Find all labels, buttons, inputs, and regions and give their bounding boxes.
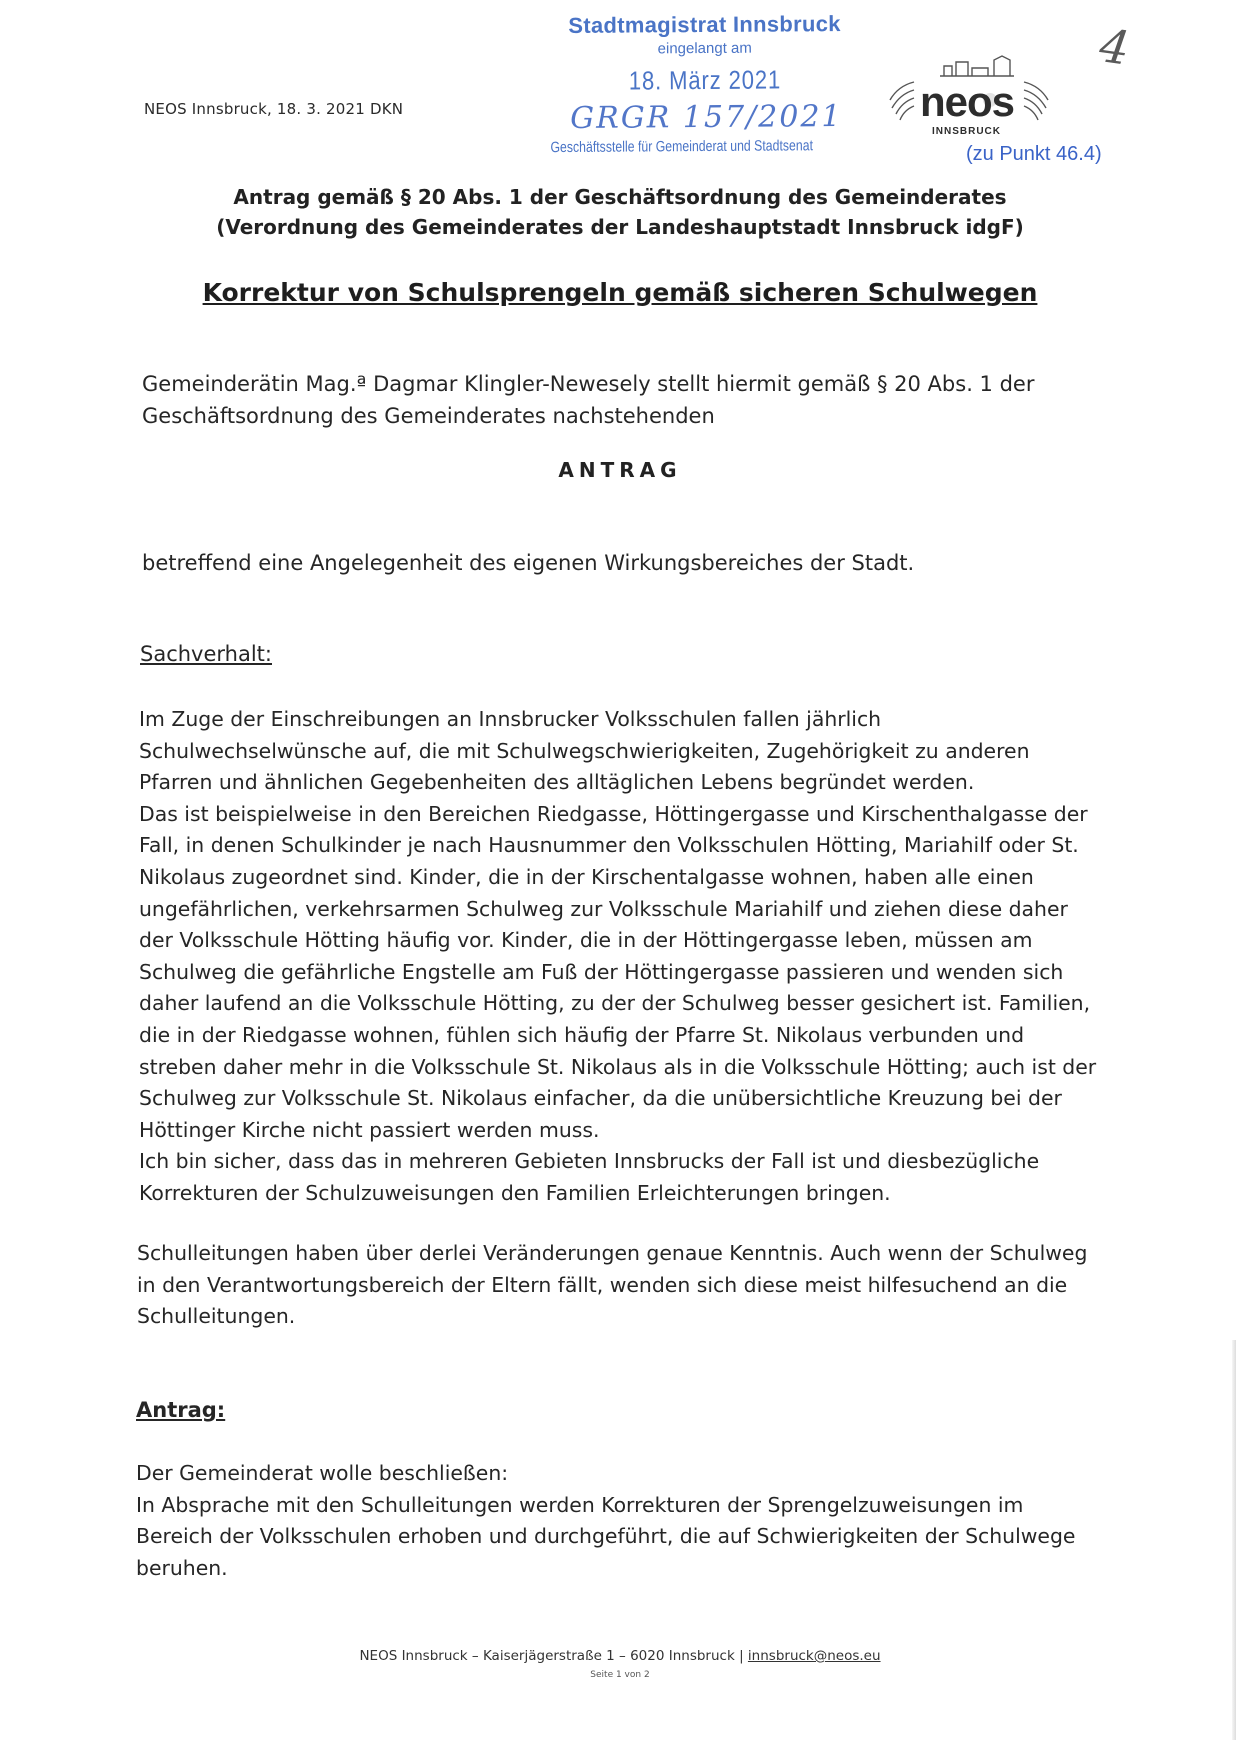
antrag-heading: ANTRAG	[558, 458, 682, 482]
neos-logo	[884, 52, 1054, 142]
motion-section-label: Antrag:	[136, 1398, 226, 1422]
legal-basis-heading-line1: Antrag gemäß § 20 Abs. 1 der Geschäftsordnung des Gemeinderates	[233, 185, 1007, 209]
facts-paragraph-1: Im Zuge der Einschreibungen an Innsbrucker Volksschulen fallen jährlich Schulwechselwünsche auf, die mit Schulwegschwierigkeiten, Zugehörigkeit zu anderen Pfarren und ähnlichen Gegebenheiten des alltäglichen Lebens begründet werden.	[139, 707, 1030, 795]
concern-paragraph	[142, 548, 1092, 580]
intro-paragraph	[142, 368, 1092, 432]
motion-intro: Der Gemeinderat wolle beschließen:	[136, 1461, 509, 1485]
stamp-office: Stadtmagistrat Innsbruck	[568, 11, 841, 38]
intro-text: Gemeinderätin Mag.ª Dagmar Klingler-Newesely stellt hiermit gemäß § 20 Abs. 1 der Geschäftsordnung des Gemeinderates nachstehenden	[142, 372, 1035, 428]
footer-address-text: NEOS Innsbruck – Kaiserjägerstraße 1 – 6020 Innsbruck |	[359, 1648, 748, 1664]
footer-page-number: Seite 1 von 2	[590, 1670, 650, 1680]
logo-wordmark: neos	[920, 78, 1015, 125]
agenda-reference: (zu Punkt 46.4)	[966, 143, 1102, 165]
sender-line: NEOS Innsbruck, 18. 3. 2021 DKN	[144, 100, 404, 118]
stamp-date: 18. März 2021	[628, 64, 782, 96]
stamp-handwritten-reference: GRGR 157/2021	[570, 99, 843, 136]
stamp-received-label: eingelangt am	[657, 39, 752, 58]
motion-paragraphs	[136, 1458, 1096, 1584]
facts-section-label: Sachverhalt:	[140, 642, 272, 666]
school-heads-paragraph	[137, 1238, 1097, 1333]
stamp-department: Geschäftsstelle für Gemeinderat und Stadtsenat	[550, 137, 814, 157]
facts-paragraph-2: Das ist beispielweise in den Bereichen Riedgasse, Höttingergasse und Kirschenthalgasse der Fall, in denen Schulkinder je nach Hausnummer den Volksschulen Hötting, Mariahilf oder St. Nikolaus zugeordnet sind. Kinder, die in der Kirschentalgasse wohnen, haben alle einen ungefährlichen, verkehrsarmen Schulweg zur Volksschule Mariahilf und ziehen diese daher der Volksschule Hötting häufig vor. Kinder, die in der Höttingergasse leben, müssen am Schulweg die gefährliche Engstelle am Fuß der Höttingergasse passieren und wenden sich daher laufend an die Volksschule Hötting, zu der der Schulweg besser gesichert ist. Familien, die in der Riedgasse wohnen, fühlen sich häufig der Pfarre St. Nikolaus verbunden und streben daher mehr in die Volksschule St. Nikolaus als in die Volksschule Hötting; auch ist der Schulweg zur Volksschule St. Nikolaus einfacher, da die unübersichtliche Kreuzung bei der Höttinger Kirche nicht passiert werden muss.	[139, 801, 1097, 1142]
school-heads-text: Schulleitungen haben über derlei Veränderungen genaue Kenntnis. Auch wenn der Schulweg in den Verantwortungsbereich der Eltern fällt, wenden sich diese meist hilfesuchend an die Schulleitungen.	[137, 1241, 1088, 1329]
handwritten-page-number: 4	[1096, 18, 1133, 76]
receipt-stamp	[539, 11, 870, 163]
motion-text: In Absprache mit den Schulleitungen werden Korrekturen der Sprengelzuweisungen im Bereich der Volksschulen erhoben und durchgeführt, die auf Schwierigkeiten der Schulwege beruhen.	[136, 1492, 1076, 1580]
footer-address	[120, 1648, 1120, 1664]
document-title: Korrektur von Schulsprengeln gemäß sicheren Schulwegen	[202, 278, 1038, 307]
facts-paragraphs	[139, 704, 1099, 1210]
facts-paragraph-3: Ich bin sicher, dass das in mehreren Gebieten Innsbrucks der Fall ist und diesbezügliche Korrekturen der Schulzuweisungen den Familien Erleichterungen bringen.	[139, 1149, 1040, 1205]
logo-subtitle: INNSBRUCK	[932, 126, 1001, 137]
legal-basis-heading-line2: (Verordnung des Gemeinderates der Landeshauptstadt Innsbruck idgF)	[216, 215, 1024, 239]
scan-edge-shadow	[1232, 1340, 1236, 1740]
footer-email-link[interactable]: innsbruck@neos.eu	[747, 1648, 881, 1664]
concern-text: betreffend eine Angelegenheit des eigenen Wirkungsbereiches der Stadt.	[142, 551, 915, 575]
